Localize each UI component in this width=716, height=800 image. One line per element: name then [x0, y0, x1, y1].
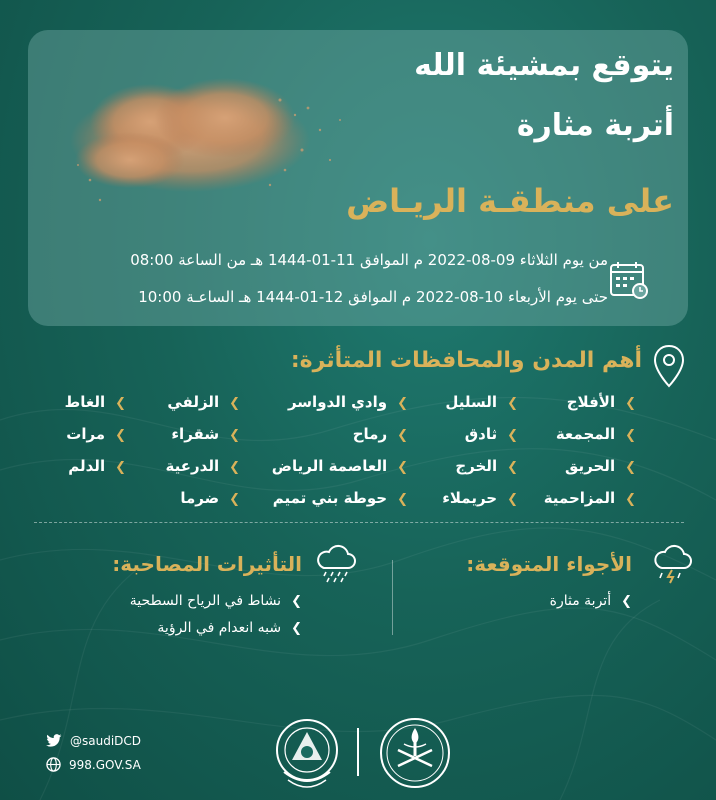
website-link[interactable]: 998.GOV.SA [46, 757, 141, 772]
saudi-emblem-logo [376, 714, 454, 792]
city-item: ❯ضرما [180, 489, 240, 507]
twitter-icon [46, 734, 62, 748]
date-to: حتى يوم الأربعاء 10-08-2022 م الموافق 12-01-1444 هـ الساعـة 10:00 [138, 288, 608, 306]
twitter-handle[interactable]: @saudiDCD [46, 734, 141, 748]
city-item: ❯الدلم [68, 457, 126, 475]
logo-divider [357, 728, 359, 776]
calendar-icon [608, 259, 650, 301]
rain-cloud-icon [314, 544, 360, 586]
city-item: ❯المجمعة [555, 425, 636, 443]
region-title: على منطقـة الريـاض [346, 182, 674, 220]
city-item: ❯الدرعية [165, 457, 240, 475]
storm-cloud-icon [652, 544, 694, 584]
city-item: ❯الأفلاج [566, 393, 636, 411]
effect-item: ❯نشاط في الرياح السطحية [129, 593, 302, 609]
affected-cities-title: أهم المدن والمحافظات المتأثرة: [290, 348, 642, 373]
section-divider [34, 522, 684, 523]
city-item: ❯حوطة بني تميم [272, 489, 408, 507]
city-item: ❯الخرج [455, 457, 518, 475]
column-divider [392, 560, 393, 635]
city-item: ❯مرات [66, 425, 126, 443]
headline-forecast: يتوقع بمشيئة الله [414, 48, 674, 83]
city-item: ❯شقراء [171, 425, 240, 443]
civil-defense-logo [268, 714, 346, 792]
city-item: ❯ثادق [464, 425, 518, 443]
city-item: ❯الزلفي [167, 393, 240, 411]
city-item: ❯الحريق [565, 457, 636, 475]
city-item: ❯العاصمة الرياض [271, 457, 408, 475]
city-item: ❯وادي الدواسر [287, 393, 408, 411]
location-pin-icon [652, 344, 686, 388]
city-item: ❯الغاط [64, 393, 126, 411]
effect-item: ❯شبه انعدام في الرؤية [157, 620, 302, 636]
dust-cloud-icon [40, 60, 360, 220]
headline-phenomenon: أتربة مثارة [516, 108, 674, 143]
expected-item: ❯أتربة مثارة [549, 593, 632, 609]
city-item: ❯رماح [352, 425, 408, 443]
city-item: ❯حريملاء [442, 489, 518, 507]
date-from: من يوم الثلاثاء 09-08-2022 م الموافق 11-01-1444 هـ من الساعة 08:00 [130, 251, 608, 269]
globe-icon [46, 757, 61, 772]
city-item: ❯المزاحمية [543, 489, 636, 507]
expected-conditions-title: الأجواء المتوقعة: [466, 552, 632, 576]
associated-effects-title: التأثيرات المصاحبة: [112, 552, 302, 576]
city-item: ❯السليل [445, 393, 518, 411]
